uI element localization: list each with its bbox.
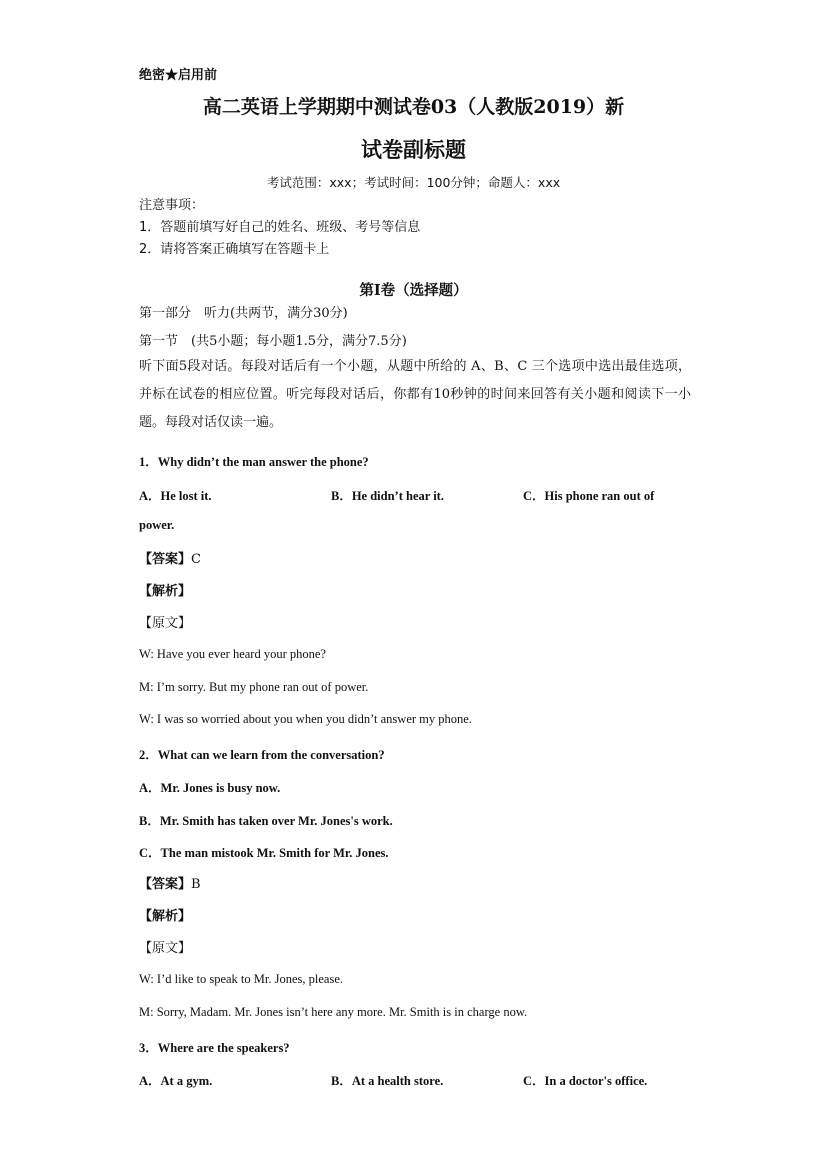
secret-label: 绝密★启用前 [139,68,218,83]
question-stem: 3．Where are the speakers? [139,1041,290,1055]
dialogue-line: M: I’m sorry. But my phone ran out of power. [139,680,369,694]
analysis-label: 【解析】 [139,909,192,924]
question-stem: 2．What can we learn from the conversation? [139,748,385,762]
option-a: A．He lost it. [139,489,212,503]
original-label: 【原文】 [139,616,192,631]
answer-label: 【答案】 [139,877,192,892]
option-c: C．His phone ran out of [523,489,655,503]
analysis-label: 【解析】 [139,584,192,599]
option-c: C．In a doctor's office. [523,1074,648,1088]
exam-subtitle: 试卷副标题 [361,137,466,162]
instructions-paragraph: 听下面5段对话。每段对话后有一个小题，从题中所给的 A、B、C 三个选项中选出最佳选项，并标在试卷的相应位置。听完每段对话后，你都有10秒钟的时间来回答有关小题和阅读下一小题。每段对话仅读一遍。 [139,359,691,430]
subsection-heading: 第一节 (共5小题；每小题1.5分，满分7.5分) [139,334,407,349]
part-heading: 第一部分 听力(共两节，满分30分) [139,306,348,321]
option-b: B．He didn’t hear it. [331,489,444,503]
dialogue-line: M: Sorry, Madam. Mr. Jones isn’t here any more. Mr. Smith is in charge now. [139,1005,528,1019]
original-label: 【原文】 [139,941,192,956]
notice-item: 1．答题前填写好自己的姓名、班级、考号等信息 [139,220,421,235]
option-a: A．Mr. Jones is busy now. [139,781,281,795]
exam-info: 考试范围：xxx；考试时间：100分钟；命题人：xxx [266,175,561,190]
notice-item: 2．请将答案正确填写在答题卡上 [139,242,330,257]
option-b: B．At a health store. [331,1074,444,1088]
answer-line [139,873,201,892]
option-c: C．The man mistook Mr. Smith for Mr. Jones. [139,846,389,860]
answer-value: B [191,877,201,892]
dialogue-line: W: Have you ever heard your phone? [139,647,326,661]
volume-heading: 第I卷（选择题） [359,282,468,299]
exam-title: 高二英语上学期期中测试卷03（人教版2019）新 [202,96,625,118]
notice-heading: 注意事项： [139,198,205,213]
dialogue-line: W: I’d like to speak to Mr. Jones, please. [139,972,344,986]
question-stem: 1．Why didn’t the man answer the phone? [139,455,369,469]
option-a: A．At a gym. [139,1074,213,1088]
answer-line [139,548,201,567]
option-b: B．Mr. Smith has taken over Mr. Jones's work. [139,814,393,828]
answer-value: C [191,552,201,567]
dialogue-line: W: I was so worried about you when you didn’t answer my phone. [139,712,472,726]
answer-label: 【答案】 [139,552,192,567]
option-c-continued: power. [139,518,175,532]
